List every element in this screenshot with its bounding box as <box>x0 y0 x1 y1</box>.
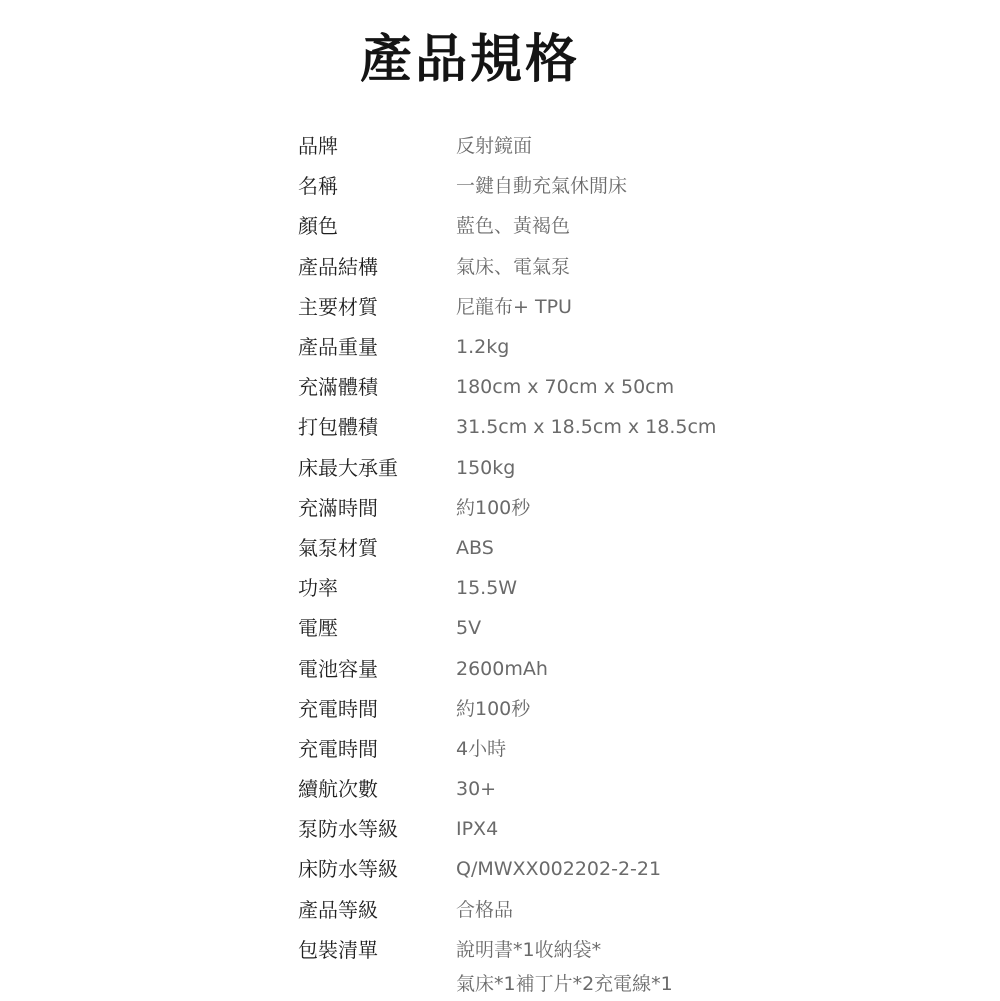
spec-row-endurance <box>298 769 858 809</box>
package-line-2: 氣床*1補丁片*2充電線*1 <box>456 972 673 995</box>
spec-row-name <box>298 166 858 206</box>
spec-row-inflation-time <box>298 488 858 528</box>
spec-value: 1.2kg <box>456 336 510 359</box>
spec-value: 約100秒 <box>456 697 531 720</box>
spec-row-charge-time-1 <box>298 689 858 729</box>
spec-label: 電壓 <box>298 616 338 641</box>
spec-label: 名稱 <box>298 174 338 199</box>
spec-label: 品牌 <box>298 134 338 159</box>
spec-label: 電池容量 <box>298 656 378 681</box>
spec-label: 充滿體積 <box>298 375 378 400</box>
spec-value: ABS <box>456 536 494 559</box>
spec-row-voltage <box>298 608 858 648</box>
spec-row-max-load <box>298 448 858 488</box>
spec-value: Q/MWXX002202-2-21 <box>456 858 662 881</box>
spec-value: 氣床、電氣泵 <box>456 255 571 278</box>
spec-row-charge-time-2 <box>298 729 858 769</box>
page-title: 產品規格 <box>359 30 580 90</box>
spec-value: 30+ <box>456 778 497 801</box>
spec-label: 主要材質 <box>298 294 378 319</box>
spec-row-brand <box>298 126 858 166</box>
spec-label: 氣泵材質 <box>298 535 378 560</box>
spec-label: 充電時間 <box>298 736 378 761</box>
spec-label: 產品結構 <box>298 254 378 279</box>
spec-label: 打包體積 <box>298 415 378 440</box>
spec-row-structure <box>298 247 858 287</box>
spec-label: 顏色 <box>298 214 338 239</box>
spec-table <box>298 126 858 1001</box>
spec-value: 150kg <box>456 456 516 479</box>
package-line-1: 說明書*1收納袋* <box>456 938 602 961</box>
spec-row-inflated-size <box>298 367 858 407</box>
spec-value: 合格品 <box>456 898 514 921</box>
spec-row-pump-material <box>298 528 858 568</box>
spec-value: 藍色、黃褐色 <box>456 215 571 238</box>
spec-row-package-list <box>298 930 858 1001</box>
spec-row-packed-size <box>298 407 858 447</box>
spec-row-pump-waterproof <box>298 809 858 849</box>
spec-value: 15.5W <box>456 577 518 600</box>
spec-row-color <box>298 206 858 246</box>
spec-label: 續航次數 <box>298 777 378 802</box>
spec-row-bed-waterproof <box>298 849 858 889</box>
spec-value: 4小時 <box>456 737 507 760</box>
spec-row-weight <box>298 327 858 367</box>
spec-value: 尼龍布+ TPU <box>456 295 572 318</box>
spec-value: 一鍵自動充氣休閒床 <box>456 175 628 198</box>
spec-row-grade <box>298 890 858 930</box>
spec-label: 充滿時間 <box>298 495 378 520</box>
spec-value: 180cm x 70cm x 50cm <box>456 376 675 399</box>
spec-value: 反射鏡面 <box>456 135 533 158</box>
spec-label: 功率 <box>298 576 338 601</box>
spec-value: 約100秒 <box>456 496 531 519</box>
spec-value: 5V <box>456 617 482 640</box>
spec-label: 產品重量 <box>298 335 378 360</box>
spec-row-battery <box>298 648 858 688</box>
spec-label: 泵防水等級 <box>298 817 398 842</box>
spec-value: 2600mAh <box>456 657 548 680</box>
spec-row-power <box>298 568 858 608</box>
spec-label: 產品等級 <box>298 897 378 922</box>
spec-value: 31.5cm x 18.5cm x 18.5cm <box>456 416 717 439</box>
spec-label: 床最大承重 <box>298 455 398 480</box>
spec-value <box>456 930 673 1001</box>
spec-value: IPX4 <box>456 818 499 841</box>
spec-label: 充電時間 <box>298 696 378 721</box>
spec-row-material <box>298 287 858 327</box>
spec-label: 包裝清單 <box>298 937 378 962</box>
spec-label: 床防水等級 <box>298 857 398 882</box>
